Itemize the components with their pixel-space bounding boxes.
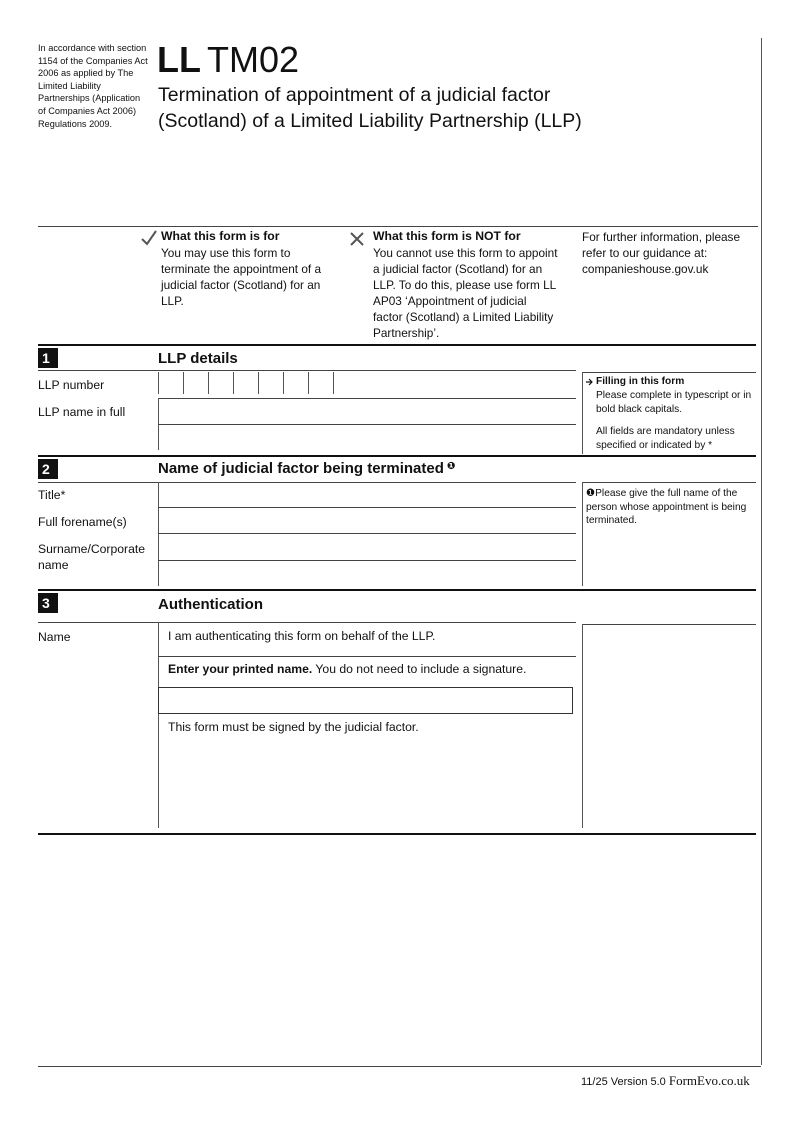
statute-reference: In accordance with section 1154 of the Companies Act 2006 as applied by The Limited Liability Partnerships (Application of Companies Act 2006) Regulations 2009. xyxy=(38,43,148,129)
arrow-right-icon xyxy=(586,377,594,387)
check-icon xyxy=(140,229,158,247)
forenames-label: Full forename(s) xyxy=(38,515,127,529)
filling-in-heading: Filling in this form xyxy=(596,376,685,387)
llp-name-input-line2[interactable] xyxy=(159,425,576,449)
footer xyxy=(581,1073,750,1089)
surname-label-line2: name xyxy=(38,558,69,572)
side-note-text: Please give the full name of the person whose appointment is being terminated. xyxy=(586,488,747,527)
llp-number-cell[interactable] xyxy=(208,372,233,394)
intro-top-rule xyxy=(38,226,758,227)
section3-field-left xyxy=(158,622,159,828)
section2-side-line xyxy=(582,482,756,483)
llp-number-label: LLP number xyxy=(38,378,105,392)
filling-in-text: Please complete in typescript or in bold black capitals. xyxy=(596,390,752,415)
section2-number: 2 xyxy=(38,459,58,479)
section1-number: 1 xyxy=(38,348,58,368)
further-info: For further information, please refer to our guidance at: companieshouse.gov.uk xyxy=(582,230,741,276)
section2-side-note xyxy=(586,487,754,528)
section2-side-divider xyxy=(582,482,583,586)
printed-name-input[interactable] xyxy=(158,687,573,714)
surname-input-line2[interactable] xyxy=(159,561,576,585)
section2-heading-text: Name of judicial factor being terminated xyxy=(158,460,444,477)
section3-heading: Authentication xyxy=(158,596,263,613)
llp-name-input-line1[interactable] xyxy=(159,399,576,423)
forenames-input[interactable] xyxy=(159,508,576,532)
section1-side-divider xyxy=(582,372,583,454)
behalf-bottom xyxy=(158,656,576,657)
llp-number-cell[interactable] xyxy=(283,372,308,394)
form-code-number: TM02 xyxy=(206,39,300,80)
side-note-marker-icon: ❶ xyxy=(586,488,596,499)
llp-number-cell[interactable] xyxy=(333,372,358,394)
mandatory-text: All fields are mandatory unless specified or indicated by * xyxy=(596,426,735,451)
footer-rule xyxy=(38,1066,761,1067)
name-label: Name xyxy=(38,630,71,644)
forenames-bottom xyxy=(158,533,576,534)
surname-input-line1[interactable] xyxy=(159,535,576,559)
title-label: Title* xyxy=(38,488,66,502)
llp-number-cell[interactable] xyxy=(258,372,283,394)
llp-number-cell[interactable] xyxy=(183,372,208,394)
title-input[interactable] xyxy=(159,483,576,507)
section1-side-line xyxy=(582,372,756,373)
not-for-body: You cannot use this form to appoint a judicial factor (Scotland) for an LLP. To do this, please use form LL AP03 ‘Appointment of judicial factor (Scotland) a Limited Liability Partnership’. xyxy=(373,246,558,340)
for-heading: What this form is for xyxy=(161,229,280,243)
section1-header-line xyxy=(38,370,576,371)
page-right-border xyxy=(761,38,762,1065)
behalf-text: I am authenticating this form on behalf of the LLP. xyxy=(168,629,436,643)
section3-side-line xyxy=(582,624,756,625)
section3-header-line xyxy=(38,622,576,623)
section3-side-divider xyxy=(582,624,583,828)
cross-icon xyxy=(349,231,365,247)
form-code xyxy=(157,40,299,80)
footer-version: 11/25 Version 5.0 xyxy=(581,1076,666,1088)
section3-rule xyxy=(38,589,756,591)
section3-bottom-rule xyxy=(38,833,756,835)
section2-heading xyxy=(158,460,455,477)
llp-number-cell[interactable] xyxy=(233,372,258,394)
enter-name-rest: You do not need to include a signature. xyxy=(312,662,527,676)
signed-by-text: This form must be signed by the judicial factor. xyxy=(168,720,419,734)
form-title xyxy=(158,82,598,134)
enter-name-bold: Enter your printed name. xyxy=(168,662,313,676)
surname-label xyxy=(38,541,153,573)
note-marker-icon: ❶ xyxy=(446,461,456,472)
surname-label-line1: Surname/Corporate xyxy=(38,542,146,556)
footer-brand: FormEvo.co.uk xyxy=(668,1073,750,1088)
form-title-line2: (Scotland) of a Limited Liability Partnership (LLP) xyxy=(158,110,582,132)
llp-number-cell[interactable] xyxy=(308,372,333,394)
section3-number: 3 xyxy=(38,593,58,613)
for-body: You may use this form to terminate the appointment of a judicial factor (Scotland) for an LLP. xyxy=(161,246,322,308)
form-code-prefix: LL xyxy=(157,39,201,80)
enter-name-instruction xyxy=(168,661,526,677)
form-title-line1: Termination of appointment of a judicial factor xyxy=(158,84,551,106)
llp-number-input[interactable] xyxy=(158,372,358,394)
llp-number-cell[interactable] xyxy=(158,372,183,394)
section1-heading: LLP details xyxy=(158,350,238,367)
not-for-heading: What this form is NOT for xyxy=(373,229,521,243)
section2-rule xyxy=(38,455,756,457)
section1-rule xyxy=(38,344,756,346)
llp-name-label: LLP name in full xyxy=(38,405,126,419)
